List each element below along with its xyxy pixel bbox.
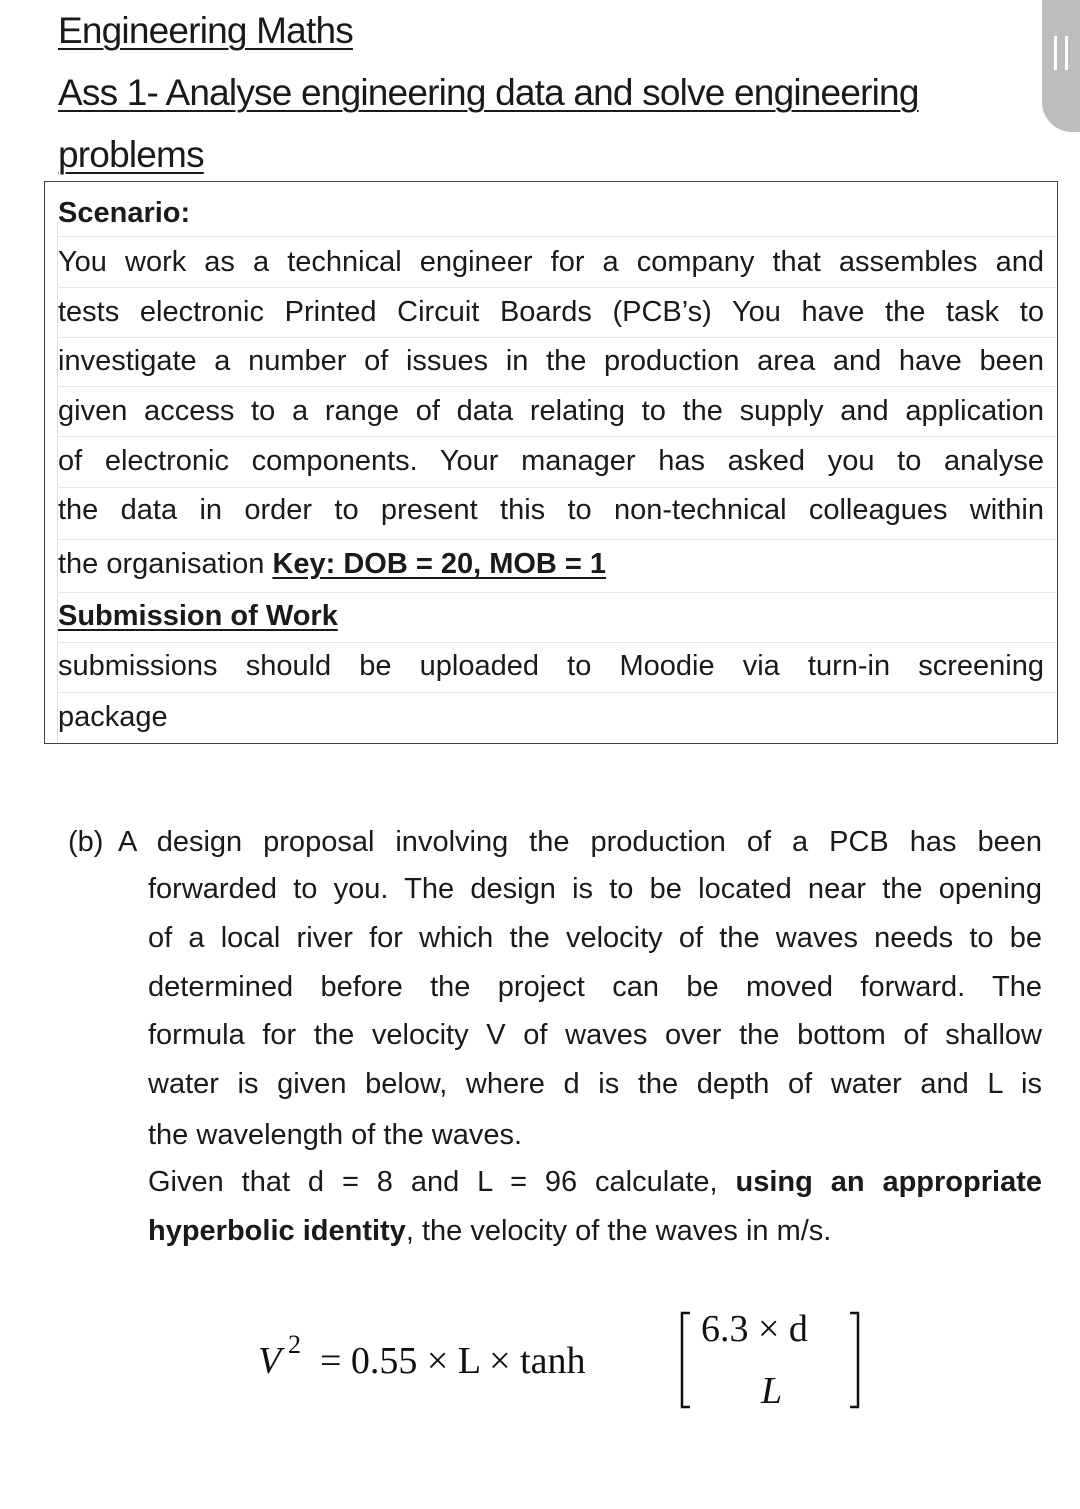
key-values: Key: DOB = 20, MOB = 1 [272, 548, 607, 580]
scroll-handle[interactable] [1042, 0, 1080, 132]
row-rule [57, 287, 1057, 288]
assignment-title: Ass 1- Analyse engineering data and solve engineering [58, 72, 919, 113]
row-rule [57, 642, 1057, 643]
hyperbolic-identity-emphasis: hyperbolic identity [148, 1215, 406, 1247]
question-line: A design proposal involving the production of a PCB has been [118, 826, 1042, 858]
scenario-line: tests electronic Printed Circuit Boards (PCB’s) You have the task to [58, 296, 1044, 328]
submission-line: submissions should be uploaded to Moodie via turn-in screening [58, 650, 1044, 682]
formula-exponent: 2 [288, 1330, 301, 1359]
velocity-formula [258, 1305, 878, 1415]
scenario-last-line [58, 550, 1044, 579]
row-rule [57, 487, 1057, 488]
scenario-line: given access to a range of data relating to the supply and application [58, 395, 1044, 427]
formula-numerator: 6.3 × d [701, 1308, 808, 1350]
question-label: (b) [68, 826, 104, 858]
grip-icon [1054, 36, 1068, 70]
row-rule [57, 539, 1057, 540]
row-rule [57, 692, 1057, 693]
scenario-line-text: the organisation [58, 548, 273, 580]
row-rule [57, 236, 1057, 237]
scenario-line: investigate a number of issues in the production area and have been [58, 345, 1044, 377]
question-line: formula for the velocity V of waves over the bottom of shallow [148, 1019, 1042, 1051]
formula-rhs: = 0.55 × L × tanh [320, 1340, 586, 1382]
assignment-title-continued: problems [58, 134, 204, 175]
question-line: water is given below, where d is the depth of water and L is [148, 1068, 1042, 1100]
submission-line: package [58, 701, 168, 733]
scenario-line: You work as a technical engineer for a company that assembles and [58, 246, 1044, 278]
row-rule [57, 337, 1057, 338]
scenario-line: the data in order to present this to non-technical colleagues within [58, 494, 1044, 526]
formula-right-bracket [850, 1313, 858, 1407]
final-text: , the velocity of the waves in m/s. [405, 1215, 832, 1247]
row-rule [57, 386, 1057, 387]
question-final [148, 1217, 1042, 1246]
question-line: the wavelength of the waves. [148, 1119, 523, 1151]
question-given [148, 1168, 1042, 1197]
scenario-heading: Scenario: [58, 197, 191, 229]
formula-denominator: L [761, 1370, 783, 1412]
question-line: forwarded to you. The design is to be located near the opening [148, 873, 1042, 905]
page-title: Engineering Maths [58, 10, 353, 51]
question-line: determined before the project can be moved forward. The [148, 971, 1042, 1003]
given-emphasis: using an appropriate [735, 1166, 1042, 1198]
row-rule [57, 436, 1057, 437]
formula-lhs: V [258, 1340, 282, 1382]
scenario-line: of electronic components. Your manager has asked you to analyse [58, 445, 1044, 477]
submission-heading: Submission of Work [58, 600, 338, 632]
question-line: of a local river for which the velocity of the waves needs to be [148, 922, 1042, 954]
formula-left-bracket [682, 1313, 690, 1407]
row-rule [57, 592, 1057, 593]
given-text: Given that d = 8 and L = 96 calculate, [148, 1166, 736, 1198]
